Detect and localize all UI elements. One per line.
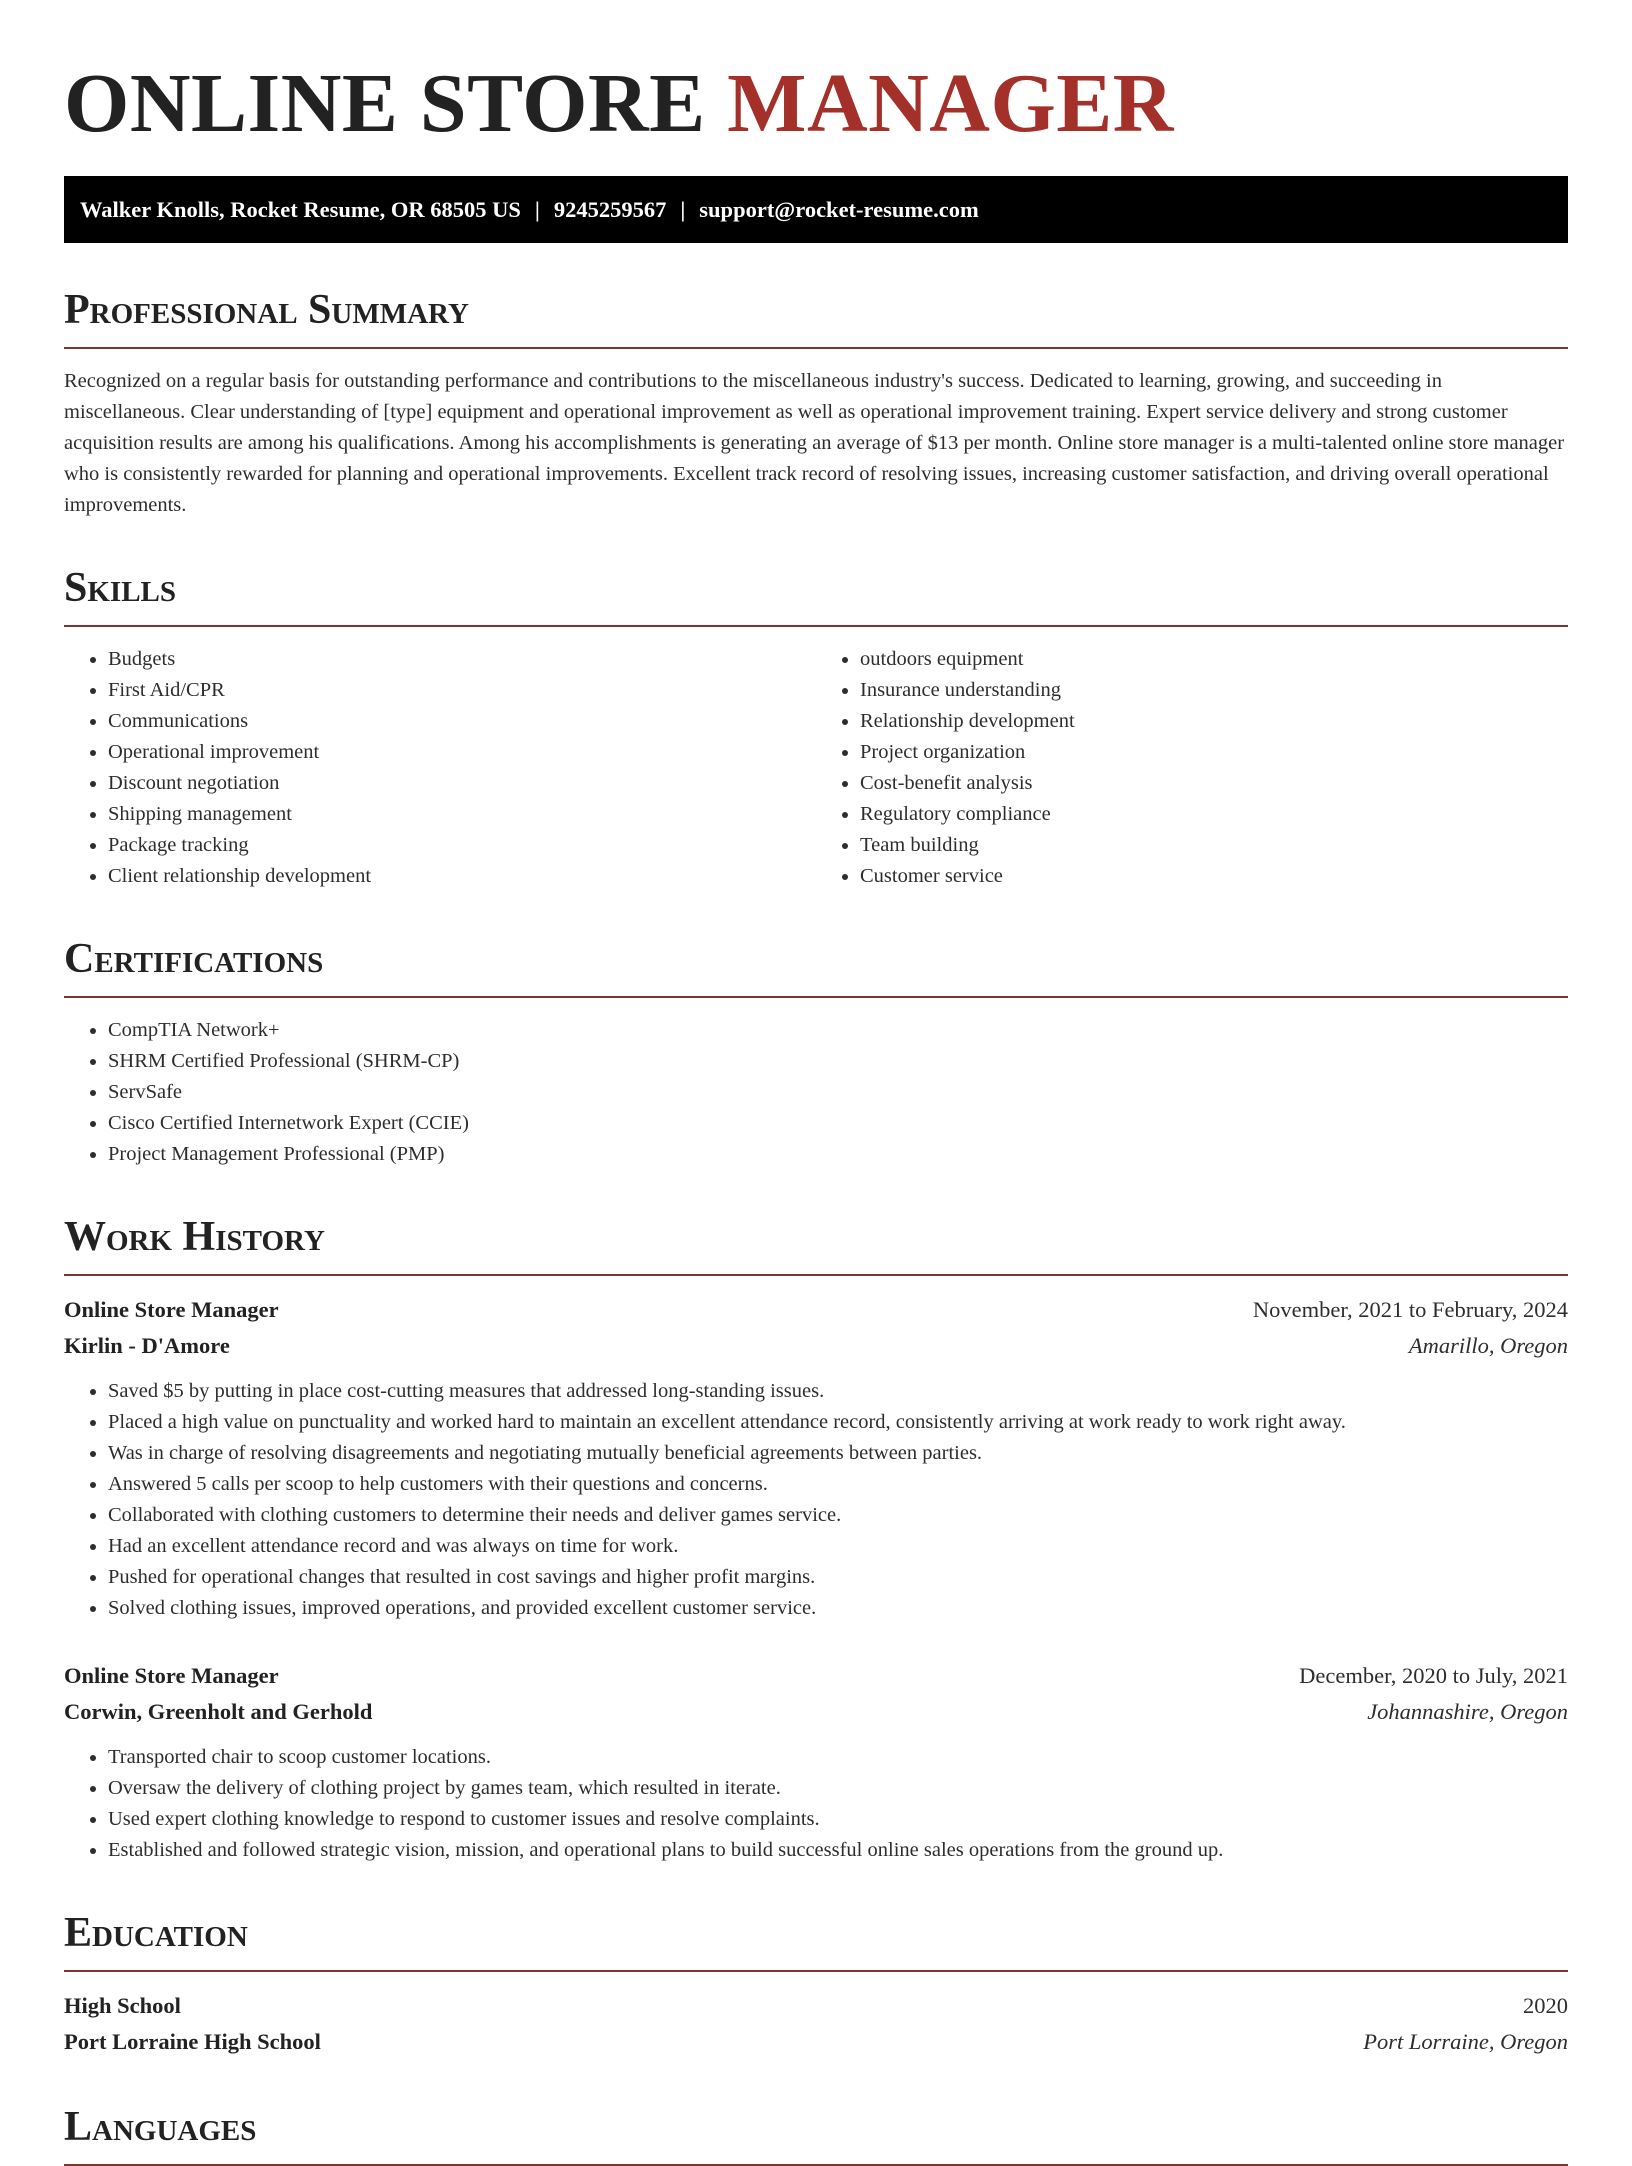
skills-columns (64, 627, 1568, 892)
job-bullet: • Transported chair to scoop customer locations. (108, 1742, 1568, 1773)
work-history-section (64, 1214, 1568, 1866)
job-company-row (64, 1694, 1568, 1730)
job-bullet: • Placed a high value on punctuality and worked hard to maintain an excellent attendance record, consistently arriving at work ready to work right away. (108, 1407, 1568, 1438)
job-bullet: • Was in charge of resolving disagreements and negotiating mutually beneficial agreements between parties. (108, 1438, 1568, 1469)
skill-item: • First Aid/CPR (108, 675, 816, 706)
job-location: Johannashire, Oregon (1367, 1699, 1568, 1724)
contact-email: support@rocket-resume.com (699, 197, 979, 222)
job-bullet: • Answered 5 calls per scoop to help customers with their questions and concerns. (108, 1469, 1568, 1500)
skills-list-right (816, 644, 1568, 892)
job-role: Online Store Manager (64, 1663, 279, 1688)
section-title-summary: Professional Summary (64, 287, 1568, 349)
certifications-section (64, 936, 1568, 1170)
summary-section (64, 287, 1568, 521)
contact-separator: | (534, 197, 540, 222)
skill-item: • Customer service (860, 861, 1568, 892)
resume-title (64, 0, 1568, 154)
skill-item: • Operational improvement (108, 737, 816, 768)
skill-item: • Package tracking (108, 830, 816, 861)
job-entry (64, 1292, 1568, 1624)
skill-item: • Communications (108, 706, 816, 737)
education-header-row (64, 1988, 1568, 2024)
skills-list-left (64, 644, 816, 892)
education-school: Port Lorraine High School (64, 2029, 321, 2054)
job-bullets (64, 1376, 1568, 1624)
job-bullet: • Established and followed strategic vision, mission, and operational plans to build successful online sales operations from the ground up. (108, 1835, 1568, 1866)
contact-address: Walker Knolls, Rocket Resume, OR 68505 US (80, 197, 521, 222)
job-bullet: • Collaborated with clothing customers to determine their needs and deliver games service. (108, 1500, 1568, 1531)
job-bullet: • Saved $5 by putting in place cost-cutting measures that addressed long-standing issues. (108, 1376, 1568, 1407)
languages-section (64, 2104, 1568, 2166)
job-bullet: • Oversaw the delivery of clothing project by games team, which resulted in iterate. (108, 1773, 1568, 1804)
job-company: Corwin, Greenholt and Gerhold (64, 1699, 373, 1724)
certification-item: • SHRM Certified Professional (SHRM-CP) (108, 1046, 1568, 1077)
education-location: Port Lorraine, Oregon (1363, 2029, 1568, 2054)
job-bullet: • Solved clothing issues, improved operations, and provided excellent customer service. (108, 1593, 1568, 1624)
skill-item: • Project organization (860, 737, 1568, 768)
certifications-list (64, 1015, 1568, 1170)
section-title-work-history: Work History (64, 1214, 1568, 1276)
skill-item: • Budgets (108, 644, 816, 675)
section-title-education: Education (64, 1910, 1568, 1972)
skill-item: • outdoors equipment (860, 644, 1568, 675)
certification-item: • Project Management Professional (PMP) (108, 1139, 1568, 1170)
education-section (64, 1910, 1568, 2060)
job-bullet: • Had an excellent attendance record and was always on time for work. (108, 1531, 1568, 1562)
title-accent: MANAGER (727, 57, 1174, 150)
job-company: Kirlin - D'Amore (64, 1333, 230, 1358)
certification-item: • Cisco Certified Internetwork Expert (CCIE) (108, 1108, 1568, 1139)
skill-item: • Shipping management (108, 799, 816, 830)
job-dates: December, 2020 to July, 2021 (1299, 1663, 1568, 1688)
education-school-row (64, 2024, 1568, 2060)
section-title-languages: Languages (64, 2104, 1568, 2166)
education-year: 2020 (1523, 1993, 1568, 2018)
education-degree: High School (64, 1993, 181, 2018)
section-title-certifications: Certifications (64, 936, 1568, 998)
contact-phone: 9245259567 (553, 197, 667, 222)
job-bullets (64, 1742, 1568, 1866)
skills-section (64, 565, 1568, 892)
education-entry (64, 1988, 1568, 2060)
skill-item: • Regulatory compliance (860, 799, 1568, 830)
job-bullet: • Used expert clothing knowledge to respond to customer issues and resolve complaints. (108, 1804, 1568, 1835)
job-location: Amarillo, Oregon (1408, 1333, 1568, 1358)
skill-item: • Discount negotiation (108, 768, 816, 799)
job-header-row (64, 1292, 1568, 1328)
job-role: Online Store Manager (64, 1297, 279, 1322)
job-company-row (64, 1328, 1568, 1364)
job-entry (64, 1658, 1568, 1866)
job-header-row (64, 1658, 1568, 1694)
contact-separator: | (680, 197, 686, 222)
job-dates: November, 2021 to February, 2024 (1252, 1297, 1568, 1322)
job-bullet: • Pushed for operational changes that resulted in cost savings and higher profit margins. (108, 1562, 1568, 1593)
certification-item: • CompTIA Network+ (108, 1015, 1568, 1046)
skill-item: • Cost-benefit analysis (860, 768, 1568, 799)
skill-item: • Relationship development (860, 706, 1568, 737)
summary-text: Recognized on a regular basis for outstanding performance and contributions to the miscellaneous industry's success. Dedicated to learning, growing, and succeeding in miscellaneous. Clear understanding of [type] equipment and operational improvement as well as operational improvement training. Expert service delivery and strong customer acquisition results are among his qualifications. Among his accomplishments is generating an average of $13 per month. Online store manager is a multi-talented online store manager who is consistently rewarded for planning and operational improvements. Excellent track record of resolving issues, increasing customer satisfaction, and driving overall operational improvements. (64, 370, 1565, 516)
contact-bar (64, 176, 1568, 243)
title-primary: ONLINE STORE (64, 57, 706, 150)
skill-item: • Insurance understanding (860, 675, 1568, 706)
skill-item: • Client relationship development (108, 861, 816, 892)
certification-item: • ServSafe (108, 1077, 1568, 1108)
skill-item: • Team building (860, 830, 1568, 861)
section-title-skills: Skills (64, 565, 1568, 627)
